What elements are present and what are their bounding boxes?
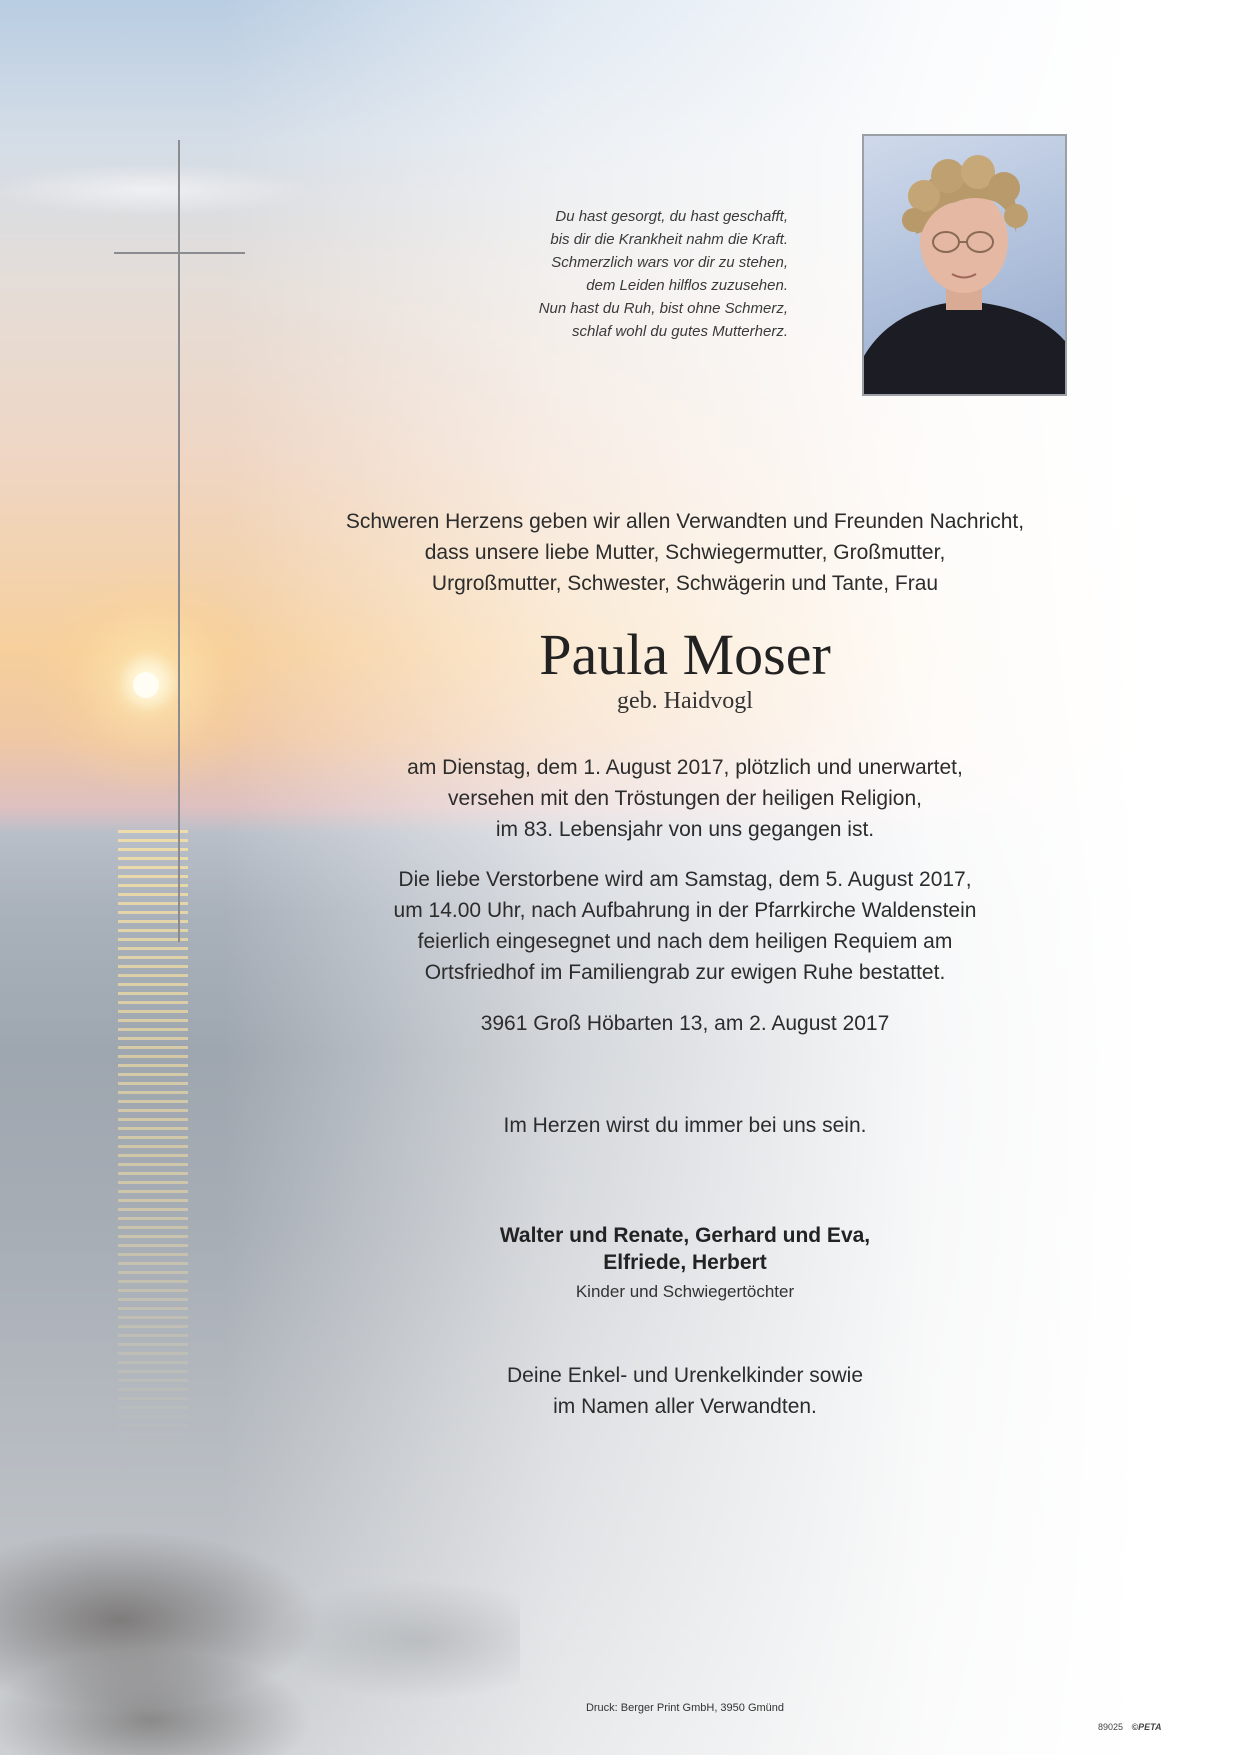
children-role: Kinder und Schwiegertöchter (575, 1282, 795, 1301)
mourners-grandchildren (300, 1360, 1070, 1422)
funeral-line: um 14.00 Uhr, nach Aufbahrung in der Pfarrkirche Waldenstein (393, 899, 977, 922)
deceased-name: Paula Moser (539, 622, 831, 687)
death-line: am Dienstag, dem 1. August 2017, plötzlich und unerwartet, (407, 756, 963, 779)
announcement-intro (300, 506, 1070, 599)
grandchildren-line: im Namen aller Verwandten. (553, 1395, 817, 1418)
children-line: Elfriede, Herbert (603, 1251, 767, 1274)
rocks-background (0, 1490, 520, 1755)
death-details (300, 752, 1070, 845)
sun-icon (133, 672, 159, 698)
portrait-photo (862, 134, 1067, 396)
death-line: im 83. Lebensjahr von uns gegangen ist. (495, 818, 875, 841)
funeral-line: feierlich eingesegnet und nach dem heiligen Requiem am (417, 930, 953, 953)
poem-line: schlaf wohl du gutes Mutterherz. (572, 323, 788, 340)
intro-line: dass unsere liebe Mutter, Schwiegermutter, Großmutter, (424, 541, 946, 564)
cloud-background (0, 150, 330, 240)
print-code (1098, 1722, 1162, 1732)
printer-credit: Druck: Berger Print GmbH, 3950 Gmünd (585, 1702, 785, 1714)
portrait-figure (864, 136, 1065, 394)
intro-line: Urgroßmutter, Schwester, Schwägerin und Tante, Frau (431, 572, 939, 595)
death-line: versehen mit den Tröstungen der heiligen Religion, (448, 787, 922, 810)
poem-line: bis dir die Krankheit nahm die Kraft. (550, 231, 788, 248)
funeral-line: Die liebe Verstorbene wird am Samstag, dem 5. August 2017, (398, 868, 972, 891)
grandchildren-line: Deine Enkel- und Urenkelkinder sowie (506, 1364, 863, 1387)
funeral-details (300, 864, 1070, 988)
poem-line: Schmerzlich wars vor dir zu stehen, (551, 254, 788, 271)
poem-line: dem Leiden hilflos zuzusehen. (586, 277, 788, 294)
poem-line: Du hast gesorgt, du hast geschafft, (555, 208, 788, 225)
cross-horizontal-bar (114, 252, 245, 254)
cross-vertical-bar (178, 140, 180, 942)
place-date: 3961 Groß Höbarten 13, am 2. August 2017 (480, 1012, 890, 1035)
funeral-line: Ortsfriedhof im Familiengrab zur ewigen Ruhe bestattet. (424, 961, 946, 984)
print-code-number: 89025 (1098, 1722, 1124, 1732)
mourners-children (300, 1222, 1070, 1276)
publisher-logo: ©PETA (1131, 1722, 1162, 1732)
intro-line: Schweren Herzens geben wir allen Verwandten und Freunden Nachricht, (345, 510, 1025, 533)
children-line: Walter und Renate, Gerhard und Eva, (499, 1224, 871, 1247)
poem-line: Nun hast du Ruh, bist ohne Schmerz, (538, 300, 788, 317)
motto: Im Herzen wirst du immer bei uns sein. (503, 1114, 867, 1137)
poem (430, 205, 788, 343)
maiden-name: geb. Haidvogl (617, 688, 753, 714)
